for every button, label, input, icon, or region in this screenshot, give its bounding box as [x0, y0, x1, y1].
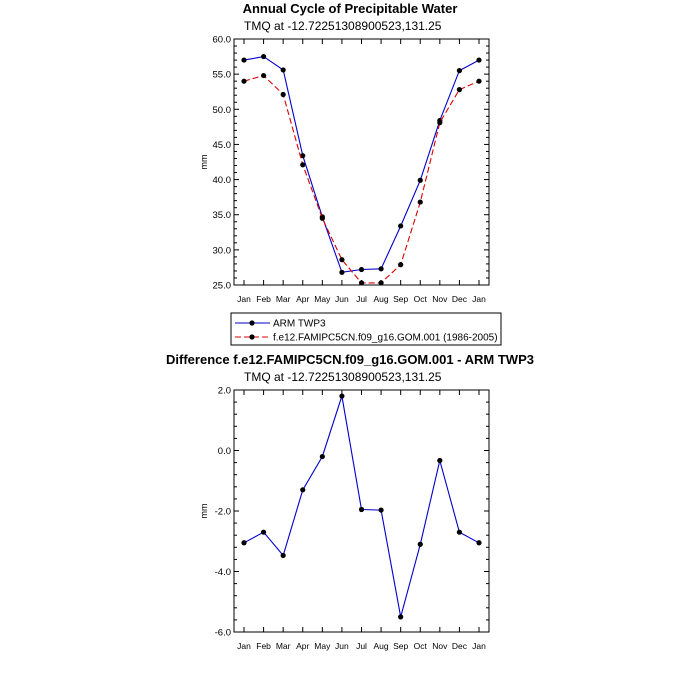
difference-series-0-point	[320, 454, 325, 459]
y-tick-label: 0.0	[217, 446, 231, 457]
annual-cycle-series-1-point	[241, 79, 246, 84]
y-tick-label: -6.0	[214, 627, 231, 639]
annual-cycle-series-1-point	[320, 216, 325, 221]
annual-cycle-series-1-point	[378, 280, 383, 285]
annual-cycle-series-0-point	[457, 68, 462, 73]
difference-series-0-point	[476, 540, 481, 545]
annual-cycle-series-1-point	[437, 120, 442, 125]
annual-cycle-series-0-point	[476, 57, 481, 62]
annual-cycle-chart	[199, 1, 501, 345]
y-tick-label: -2.0	[214, 506, 231, 518]
annual-cycle-series-1-point	[418, 199, 423, 204]
x-tick-label: Nov	[432, 294, 448, 304]
y-tick-label: -4.0	[214, 567, 231, 578]
legend-marker-0	[249, 320, 254, 325]
annual-cycle-plot-frame	[234, 39, 489, 285]
annual-cycle-series-1-point	[281, 92, 286, 97]
x-tick-label: Nov	[432, 641, 448, 651]
x-tick-label: Aug	[373, 294, 389, 304]
legend-label-1: f.e12.FAMIPC5CN.f09_g16.GOM.001 (1986-2005)	[273, 332, 498, 344]
annual-cycle-series-0-point	[339, 270, 344, 275]
annual-cycle-series-0-point	[241, 57, 246, 62]
difference-series-0-point	[359, 507, 364, 512]
annual-cycle-series-0-line	[244, 57, 479, 273]
legend-marker-1	[249, 334, 254, 339]
x-tick-label: Dec	[451, 294, 467, 304]
x-tick-label: Feb	[256, 641, 271, 651]
difference-series-0-point	[398, 614, 403, 619]
x-tick-label: Sep	[393, 294, 409, 304]
y-tick-label: 35.0	[212, 210, 231, 222]
annual-cycle-series-1-point	[398, 262, 403, 267]
annual-cycle-series-0-point	[378, 266, 383, 271]
difference-series-0-point	[378, 507, 383, 512]
y-tick-label: 40.0	[212, 175, 231, 187]
annual-cycle-series-1-point	[457, 87, 462, 92]
x-tick-label: Feb	[256, 294, 271, 304]
difference-series-0-point	[241, 540, 246, 545]
legend	[231, 313, 501, 345]
x-tick-label: Oct	[413, 641, 427, 651]
x-tick-label: Oct	[413, 294, 427, 304]
difference-series-0-point	[418, 542, 423, 547]
y-tick-label: 45.0	[212, 139, 231, 151]
x-tick-label: Jun	[335, 641, 349, 651]
difference-y-axis-label: mm	[199, 503, 209, 519]
annual-cycle-series-0-point	[281, 67, 286, 72]
x-tick-label: Jan	[237, 294, 251, 304]
annual-cycle-series-0-point	[359, 267, 364, 272]
legend-label-0: ARM TWP3	[273, 318, 326, 330]
annual-cycle-series-0-point	[261, 54, 266, 59]
x-tick-label: Jul	[356, 294, 367, 304]
x-tick-label: Jul	[356, 641, 367, 651]
x-tick-label: Aug	[373, 641, 389, 651]
x-tick-label: Jun	[335, 294, 349, 304]
x-tick-label: Jan	[237, 641, 251, 651]
difference-series-0-point	[437, 458, 442, 463]
x-tick-label: Jan	[472, 294, 486, 304]
difference-series-0-line	[244, 396, 479, 617]
difference-series-0-point	[261, 530, 266, 535]
x-tick-label: Sep	[393, 641, 409, 651]
y-tick-label: 50.0	[212, 104, 231, 116]
x-tick-label: Jan	[472, 641, 486, 651]
difference-title: Difference f.e12.FAMIPC5CN.f09_g16.GOM.001 - ARM TWP3	[166, 352, 534, 367]
x-tick-label: May	[314, 294, 331, 304]
difference-subtitle: TMQ at -12.72251308900523,131.25	[244, 370, 442, 384]
annual-cycle-series-1-point	[300, 162, 305, 167]
difference-series-0-point	[339, 393, 344, 398]
x-tick-label: Dec	[451, 641, 467, 651]
annual-cycle-series-1-line	[244, 76, 479, 283]
x-tick-label: May	[314, 641, 331, 651]
x-tick-label: Mar	[275, 294, 291, 304]
difference-chart	[166, 352, 534, 651]
annual-cycle-series-1-point	[339, 257, 344, 262]
y-tick-label: 55.0	[212, 69, 231, 81]
x-tick-label: Mar	[275, 641, 291, 651]
difference-series-0-point	[281, 553, 286, 558]
x-tick-label: Apr	[296, 641, 310, 651]
y-tick-label: 60.0	[212, 34, 231, 46]
annual-cycle-series-1-point	[359, 280, 364, 285]
annual-cycle-title: Annual Cycle of Precipitable Water	[242, 1, 458, 16]
annual-cycle-y-axis-label: mm	[199, 154, 209, 170]
x-tick-label: Apr	[296, 294, 310, 304]
annual-cycle-series-1-point	[261, 73, 266, 78]
y-tick-label: 2.0	[217, 385, 231, 397]
difference-series-0-point	[300, 487, 305, 492]
annual-cycle-series-0-point	[418, 178, 423, 183]
annual-cycle-series-1-point	[476, 79, 481, 84]
y-tick-label: 25.0	[212, 280, 231, 292]
annual-cycle-series-0-point	[398, 223, 403, 228]
annual-cycle-subtitle: TMQ at -12.72251308900523,131.25	[244, 19, 442, 33]
y-tick-label: 30.0	[212, 245, 231, 257]
difference-series-0-point	[457, 530, 462, 535]
